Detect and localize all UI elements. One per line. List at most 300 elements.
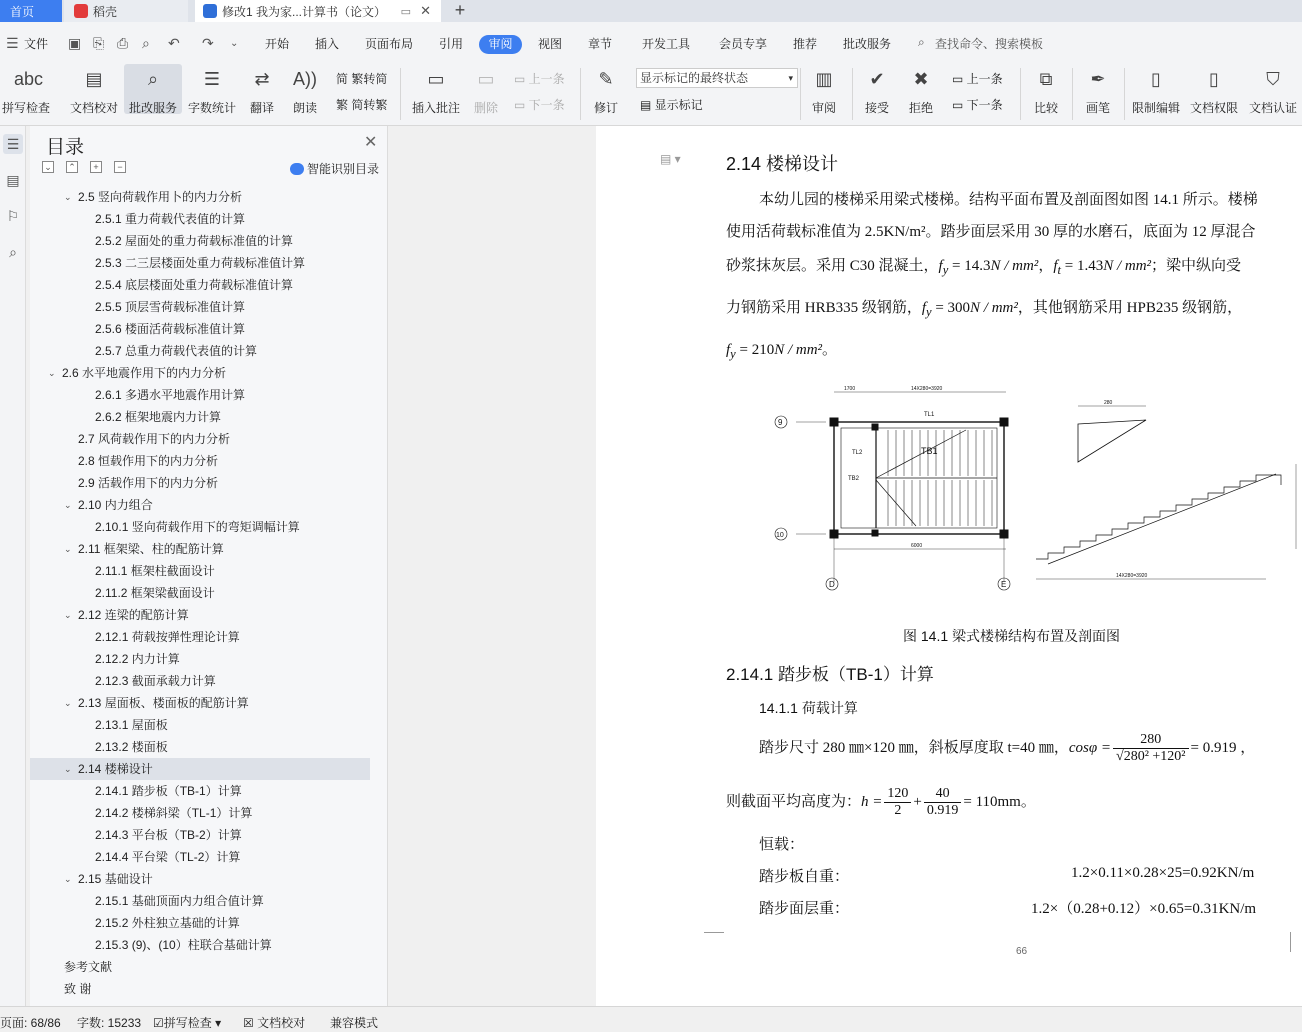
toc-item-label: 2.7 风荷载作用下的内力分析: [78, 432, 231, 446]
read-aloud-button[interactable]: [288, 64, 322, 114]
status-spell-check[interactable]: [153, 1014, 221, 1031]
smart-toc-label: 智能识别目录: [307, 162, 380, 176]
math-subscript: y: [942, 263, 949, 277]
menu-correction-service[interactable]: 批改服务: [843, 37, 892, 51]
row1-value: 1.2×0.11×0.28×25=0.92KN/m: [1071, 865, 1255, 881]
toc-item[interactable]: [30, 494, 370, 516]
chevron-down-icon: ▾: [788, 73, 793, 83]
axis-label-e: E: [1001, 580, 1007, 589]
expand-all-icon[interactable]: ⌃: [66, 161, 78, 173]
toc-item-label: 2.10 内力组合: [78, 498, 153, 512]
next-comment-label: 下一条: [528, 98, 565, 112]
certify-icon: ⛉: [1266, 69, 1280, 89]
text-run: 踏步尺寸 280 ㎜×120 ㎜，斜板厚度取 t=40 ㎜，: [759, 739, 1069, 756]
toc-item-label: 2.5 竖向荷载作用卜的内力分析: [78, 190, 243, 204]
checkbox-icon: ☑: [153, 1016, 164, 1030]
toc-item-label: 2.9 活载作用下的内力分析: [78, 476, 219, 490]
print-preview-icon[interactable]: ⌕: [142, 35, 150, 51]
writer-doc-icon: [203, 4, 217, 18]
chevron-down-icon[interactable]: ⌄: [64, 610, 72, 620]
math-h: h =: [861, 793, 883, 810]
toc-item[interactable]: [30, 318, 370, 340]
toc-panel: [30, 126, 388, 1006]
quick-access-dropdown-icon[interactable]: ⌄: [230, 38, 239, 49]
page-corner-mark: [1290, 932, 1302, 952]
next-change-icon: ▭: [952, 98, 967, 112]
chevron-down-icon: ▾: [211, 1016, 222, 1030]
axis-label-10: 10: [776, 532, 784, 539]
to-traditional-label: 繁转简: [351, 72, 388, 86]
toc-item-label: 2.5.3 二三层楼面处重力荷载标准值计算: [95, 256, 306, 270]
text-run: ；梁中纵向受: [1151, 258, 1242, 274]
toc-item-label: 2.15.1 基础顶面内力组合值计算: [95, 894, 264, 908]
translate-button[interactable]: [244, 64, 280, 114]
word-count-icon: ☰: [203, 69, 221, 89]
prev-comment-icon: ▭: [514, 72, 529, 86]
ribbon-divider: [1072, 68, 1073, 120]
toc-item-label: 2.10.1 竖向荷载作用下的弯矩调幅计算: [95, 520, 300, 534]
menu-page-layout[interactable]: 页面布局: [365, 37, 414, 51]
toc-item[interactable]: [30, 824, 370, 846]
page-options-icon[interactable]: ▤ ▾: [660, 152, 681, 166]
toc-item[interactable]: [30, 450, 370, 472]
fraction-numerator: 280: [1113, 732, 1188, 749]
review-pane-icon: ▥: [815, 69, 833, 89]
toc-item[interactable]: [30, 230, 370, 252]
tab-docer[interactable]: [64, 0, 188, 22]
toc-item-label: 2.13 屋面板、楼面板的配筋计算: [78, 696, 249, 710]
left-navigation-strip: [0, 126, 26, 1006]
prev-change-button[interactable]: [952, 70, 1003, 87]
toc-item-label: 2.12.1 荷载按弹性理论计算: [95, 630, 240, 644]
tab-home-label: 首页: [10, 4, 35, 19]
paragraph-line: 本幼儿园的楼梯采用梁式楼梯。结构平面布置及剖面图如图 14.1 所示。楼梯: [759, 192, 1258, 208]
toc-item-label: 2.6.2 框架地震内力计算: [95, 410, 222, 424]
row2-value: 1.2×（0.28+0.12）×0.65=0.31KN/m: [1031, 901, 1257, 917]
save-icon[interactable]: ▣: [68, 35, 82, 51]
read-aloud-icon: A)): [293, 69, 317, 89]
next-change-label: 下一条: [966, 98, 1003, 112]
text-run: 。: [1020, 793, 1036, 810]
toc-item[interactable]: [30, 802, 370, 824]
status-bar: [0, 1006, 1302, 1032]
doc-proof-label: 文档校对: [69, 101, 118, 115]
hamburger-icon[interactable]: ☰: [6, 35, 19, 51]
delete-comment-button[interactable]: [468, 64, 504, 114]
menu-recommend[interactable]: 推荐: [793, 37, 818, 51]
convert-icon: 简: [336, 72, 352, 86]
toc-item[interactable]: [30, 912, 370, 934]
chevron-down-icon[interactable]: ⌄: [64, 874, 72, 884]
translate-label: 翻译: [249, 101, 274, 115]
markup-display-select[interactable]: [636, 68, 798, 88]
fraction-numerator: 120: [884, 786, 911, 803]
toc-item[interactable]: [30, 340, 370, 362]
track-changes-label: 修订: [593, 101, 618, 115]
ribbon-divider: [800, 68, 801, 120]
formula-line-cos: [759, 732, 1255, 765]
ribbon-divider: [400, 68, 401, 120]
toc-item-label: 2.12 连梁的配筋计算: [78, 608, 189, 622]
correction-service-label: 批改服务: [128, 101, 177, 115]
fraction: [924, 786, 962, 819]
toc-item-label: 2.14 楼梯设计: [78, 762, 153, 776]
tab-document[interactable]: [195, 0, 441, 22]
toc-item-label: 2.5.7 总重力荷载代表值的计算: [95, 344, 258, 358]
remove-heading-icon[interactable]: −: [114, 161, 126, 173]
reject-button[interactable]: [902, 64, 940, 114]
ribbon-divider: [1124, 68, 1125, 120]
toc-item[interactable]: [30, 758, 370, 780]
document-page[interactable]: [596, 126, 1302, 1006]
restrict-icon: ▯: [1151, 69, 1161, 89]
toc-item-label: 2.15 基础设计: [78, 872, 153, 886]
compat-mode: 兼容模式: [330, 1016, 379, 1030]
toc-item-label: 2.13.2 楼面板: [95, 740, 168, 754]
math-f: f: [726, 342, 731, 358]
row1-label: 踏步板自重：: [759, 869, 850, 885]
page-indicator[interactable]: 页面: 68/86: [0, 1016, 61, 1030]
text-run: ，: [1038, 258, 1054, 274]
fraction: [1113, 732, 1188, 765]
dim-280: 280: [1104, 400, 1113, 406]
menu-member[interactable]: 会员专享: [719, 37, 768, 51]
toc-item[interactable]: [30, 406, 370, 428]
toc-item[interactable]: [30, 670, 370, 692]
subsubsection-heading: 14.1.1 荷载计算: [759, 700, 858, 716]
toc-item[interactable]: [30, 714, 370, 736]
find-icon[interactable]: ⌕: [9, 244, 17, 260]
toc-item[interactable]: [30, 780, 370, 802]
search-icon: ⌕: [918, 35, 925, 49]
math-value: = 1.43: [1060, 258, 1104, 274]
track-changes-button[interactable]: [588, 64, 624, 114]
toc-item[interactable]: [30, 604, 370, 626]
reject-label: 拒绝: [908, 101, 933, 115]
stair-section: [1036, 464, 1296, 579]
translate-icon: ⇄: [254, 69, 270, 89]
status-proof[interactable]: [243, 1014, 305, 1031]
review-pane-label: 审阅: [811, 101, 836, 115]
dim-6000: 6000: [911, 543, 923, 549]
track-changes-icon: ✎: [598, 69, 614, 89]
dead-load-label: 恒载：: [759, 837, 805, 853]
toc-item[interactable]: [30, 384, 370, 406]
doc-certify-button[interactable]: [1246, 64, 1300, 114]
math-unit: N / mm²: [1103, 258, 1152, 274]
pin-tab-icon[interactable]: ▭: [400, 5, 411, 18]
toc-item[interactable]: [30, 472, 370, 494]
toc-item-label: 2.11.1 框架柱截面设计: [95, 564, 215, 578]
math-value: = 300: [931, 300, 971, 316]
toc-item[interactable]: [30, 538, 370, 560]
menu-bar: [0, 22, 1302, 64]
subsection-heading: 2.14.1 踏步板（TB-1）计算: [726, 665, 934, 684]
dim-1700: 1700: [844, 386, 856, 392]
toc-item-label: 2.8 恒载作用下的内力分析: [78, 454, 219, 468]
navigation-pane-icon[interactable]: ▤: [6, 172, 20, 188]
next-change-button[interactable]: [952, 96, 1003, 113]
word-count-button[interactable]: [186, 64, 238, 114]
toc-item[interactable]: [30, 956, 370, 978]
show-markup-icon: ▤: [640, 98, 655, 112]
toc-item[interactable]: [30, 582, 370, 604]
ribbon-divider: [852, 68, 853, 120]
toc-item[interactable]: [30, 428, 370, 450]
new-tab-button[interactable]: +: [454, 0, 466, 20]
tab-home[interactable]: [0, 0, 62, 22]
math-subscript: y: [730, 347, 736, 361]
accept-button[interactable]: [858, 64, 896, 114]
chevron-down-icon[interactable]: ⌄: [64, 192, 72, 202]
word-count-label: 字数统计: [187, 101, 236, 115]
insert-comment-label: 插入批注: [411, 101, 460, 115]
ai-icon: [290, 163, 304, 175]
ribbon-divider: [1020, 68, 1021, 120]
toc-item-label: 2.14.3 平台板（TB-2）计算: [95, 828, 242, 842]
section-steps: [1036, 475, 1281, 559]
stair-structure-drawing: [766, 384, 1302, 599]
menu-references[interactable]: 引用: [439, 37, 464, 51]
delete-comment-icon: ▭: [477, 69, 495, 89]
toc-item-label: 2.5.1 重力荷载代表值的计算: [95, 212, 246, 226]
toc-item-label: 2.11 框架梁、柱的配筋计算: [78, 542, 224, 556]
smart-toc-button[interactable]: [290, 160, 379, 177]
toc-item-label: 2.5.4 底层楼面处重力荷载标准值计算: [95, 278, 294, 292]
toc-item[interactable]: [30, 274, 370, 296]
label-tb1: TB1: [921, 446, 938, 456]
fraction-denominator: √280² +120²: [1116, 749, 1186, 764]
spell-check-button[interactable]: [0, 64, 52, 114]
pen-label: 画笔: [1085, 101, 1110, 115]
chevron-down-icon[interactable]: ⌄: [48, 368, 56, 378]
chevron-down-icon[interactable]: ⌄: [64, 698, 72, 708]
prev-comment-button[interactable]: [514, 70, 565, 87]
accept-icon: ✔: [869, 69, 885, 89]
page-gutter: [388, 126, 596, 1006]
math-subscript: y: [926, 305, 932, 319]
paragraph-line: [726, 338, 837, 362]
toc-item[interactable]: [30, 560, 370, 582]
prev-comment-label: 上一条: [528, 72, 565, 86]
ribbon-divider: [580, 68, 581, 120]
chevron-down-icon[interactable]: ⌄: [64, 500, 72, 510]
page-corner-mark: [704, 932, 724, 952]
close-icon[interactable]: ✕: [364, 134, 378, 151]
fraction-denominator: 0.919: [926, 803, 959, 818]
toc-item-label: 2.15.2 外柱独立基础的计算: [95, 916, 240, 930]
permission-icon: ▯: [1209, 69, 1219, 89]
print-icon[interactable]: ⎙: [117, 35, 129, 51]
toc-item-label: 致 谢: [64, 982, 92, 996]
axis-label-9: 9: [778, 418, 783, 427]
doc-proof-button[interactable]: [68, 64, 120, 114]
to-simplified-button[interactable]: [336, 96, 387, 113]
pen-icon: ✒: [1090, 69, 1106, 89]
menu-view[interactable]: 视图: [538, 37, 563, 51]
toc-item[interactable]: [30, 362, 370, 384]
insert-comment-button[interactable]: [410, 64, 462, 114]
chevron-down-icon[interactable]: ⌄: [64, 544, 72, 554]
delete-comment-label: 删除: [473, 101, 498, 115]
menu-chapter[interactable]: 章节: [588, 37, 613, 51]
proof-box-icon: ☒: [243, 1016, 258, 1030]
dim-3920: 14X280=3920: [911, 386, 943, 392]
spell-check-label: 拼写检查: [1, 101, 50, 115]
command-search[interactable]: 查找命令、搜索模板: [935, 37, 1044, 51]
prev-change-label: 上一条: [966, 72, 1003, 86]
math-unit: N / mm²: [990, 258, 1039, 274]
toc-item[interactable]: [30, 868, 370, 890]
toc-item[interactable]: [30, 648, 370, 670]
toc-item[interactable]: [30, 692, 370, 714]
to-simplified-label: 简转繁: [351, 98, 388, 112]
toc-item-label: 2.5.5 顶层雪荷载标准值计算: [95, 300, 246, 314]
pen-button[interactable]: [1080, 64, 1116, 114]
show-markup-button[interactable]: [640, 96, 703, 113]
toc-item[interactable]: [30, 890, 370, 912]
word-count[interactable]: 字数: 15233: [77, 1016, 142, 1030]
math-value: = 210: [735, 342, 775, 358]
fraction: [884, 786, 911, 819]
row2-label: 踏步面层重：: [759, 901, 850, 917]
math-unit: N / mm²: [970, 300, 1018, 316]
section-heading: 2.14 楼梯设计: [726, 154, 839, 174]
toc-item-label: 2.14.2 楼梯斜梁（TL-1）计算: [95, 806, 253, 820]
docer-logo-icon: [74, 4, 88, 18]
read-aloud-label: 朗读: [292, 101, 317, 115]
math-f: f: [921, 300, 927, 316]
redo-icon[interactable]: ↷: [202, 35, 214, 51]
tab-document-label: 修改1 我为家...计算书（论文）: [222, 4, 387, 19]
chevron-down-icon[interactable]: ⌄: [64, 764, 72, 774]
comment-icon: ▭: [427, 69, 445, 89]
math-value: = 110mm: [963, 793, 1021, 810]
restrict-editing-button[interactable]: [1130, 64, 1182, 114]
fraction-numerator: 40: [924, 786, 962, 803]
toc-item[interactable]: [30, 736, 370, 758]
doc-permission-label: 文档权限: [1189, 101, 1238, 115]
status-spell-label: 拼写检查: [163, 1016, 212, 1030]
restrict-editing-label: 限制编辑: [1131, 101, 1180, 115]
tab-docer-label: 稻壳: [93, 4, 118, 19]
text-run: 。: [822, 342, 838, 358]
label-tb2: TB2: [848, 476, 860, 482]
toc-item-label: 2.6 水平地震作用下的内力分析: [62, 366, 227, 380]
paragraph-line: [726, 296, 1242, 320]
stair-plan: [775, 386, 1010, 590]
page-number: 66: [1016, 946, 1028, 957]
markup-display-value: 显示标记的最终状态: [640, 71, 749, 85]
math-value: = 0.919 ，: [1190, 739, 1256, 756]
math-f: f: [1053, 258, 1058, 274]
toc-item-label: 参考文献: [64, 960, 113, 974]
math-value: = 14.3: [948, 258, 991, 274]
correction-service-button[interactable]: [124, 64, 182, 114]
toc-item[interactable]: [30, 252, 370, 274]
add-heading-icon[interactable]: +: [90, 161, 102, 173]
axis-label-d: D: [829, 580, 835, 589]
toc-item[interactable]: [30, 846, 370, 868]
doc-permission-button[interactable]: [1188, 64, 1240, 114]
toc-item-label: 2.13.1 屋面板: [95, 718, 168, 732]
text-run: 则截面平均高度为：: [726, 793, 862, 810]
collapse-all-icon[interactable]: ⌄: [42, 161, 54, 173]
toc-item-label: 2.11.2 框架梁截面设计: [95, 586, 215, 600]
text-run: ，其他钢筋采用 HPB235 级钢筋，: [1017, 300, 1243, 316]
menu-file[interactable]: 文件: [24, 37, 49, 51]
paragraph-line: 使用活荷载标准值为 2.5KN/m²。踏步面层采用 30 厚的水磨石，底面为 12 厚混合: [726, 224, 1256, 240]
step-detail: [1078, 400, 1146, 462]
tab-bar: [0, 0, 1302, 22]
convert-icon: 繁: [336, 98, 352, 112]
undo-icon[interactable]: ↶: [168, 35, 180, 51]
menu-developer[interactable]: 开发工具: [642, 37, 691, 51]
correction-icon: ⌕: [147, 69, 159, 89]
compare-icon: ⧉: [1039, 69, 1053, 89]
math-subscript-t: t: [1057, 263, 1061, 277]
toc-item[interactable]: [30, 978, 370, 1000]
next-comment-button[interactable]: [514, 96, 565, 113]
toc-title: 目录: [46, 137, 85, 158]
menu-review[interactable]: 审阅: [479, 35, 522, 54]
toc-item-label: 2.14.1 踏步板（TB-1）计算: [95, 784, 242, 798]
label-tl2: TL2: [852, 450, 863, 456]
toc-item-label: 2.12.2 内力计算: [95, 652, 180, 666]
text-run: 力钢筋采用 HRB335 级钢筋，: [726, 300, 922, 316]
toc-item[interactable]: [30, 626, 370, 648]
figure-caption: 图 14.1 梁式楼梯结构布置及剖面图: [903, 628, 1121, 644]
toc-item[interactable]: [30, 934, 370, 956]
bookmark-icon[interactable]: ⚐: [6, 208, 20, 224]
toc-item[interactable]: [30, 296, 370, 318]
toc-item-label: 2.5.2 屋面处的重力荷载标准值的计算: [95, 234, 294, 248]
export-pdf-icon[interactable]: ⎘: [93, 35, 105, 51]
menu-start[interactable]: 开始: [265, 37, 290, 51]
close-tab-icon[interactable]: ✕: [420, 3, 431, 18]
to-traditional-button[interactable]: [336, 70, 387, 87]
dim-section: 14X280=3920: [1116, 573, 1148, 579]
formula-line-height: 则截面平均高度为：h = $\frac{120}{2}$ + $\frac{40}{0.919}$ = 110mm。: [726, 786, 1036, 818]
toc-item-label: 2.5.6 楼面活荷载标准值计算: [95, 322, 246, 336]
doc-certify-label: 文档认证: [1248, 101, 1297, 115]
math-unit: N / mm²: [774, 342, 823, 358]
fraction-denominator: 2: [894, 803, 902, 818]
toc-list: [30, 186, 370, 1000]
review-pane-button[interactable]: [805, 64, 843, 114]
math-cos: cosφ =: [1068, 739, 1112, 756]
status-proof-label: 文档校对: [257, 1016, 306, 1030]
prev-change-icon: ▭: [952, 72, 967, 86]
menu-insert[interactable]: 插入: [315, 37, 340, 51]
compare-label: 比较: [1033, 101, 1058, 115]
proof-icon: ▤: [85, 69, 103, 89]
label-tl1: TL1: [924, 412, 935, 418]
toc-icon[interactable]: ☰: [3, 134, 23, 154]
paragraph-line: [726, 254, 1241, 278]
toc-item[interactable]: [30, 186, 370, 208]
compare-button[interactable]: [1026, 64, 1066, 114]
text-run: 砂浆抹灰层。采用 C30 混凝土，: [726, 258, 939, 274]
accept-label: 接受: [864, 101, 889, 115]
toc-item[interactable]: [30, 208, 370, 230]
toc-item[interactable]: [30, 516, 370, 538]
reject-icon: ✖: [913, 69, 929, 89]
spell-check-icon: abc: [14, 69, 44, 89]
toc-item-label: 2.14.4 平台梁（TL-2）计算: [95, 850, 241, 864]
show-markup-label: 显示标记: [654, 98, 703, 112]
toc-item-label: 2.12.3 截面承载力计算: [95, 674, 216, 688]
